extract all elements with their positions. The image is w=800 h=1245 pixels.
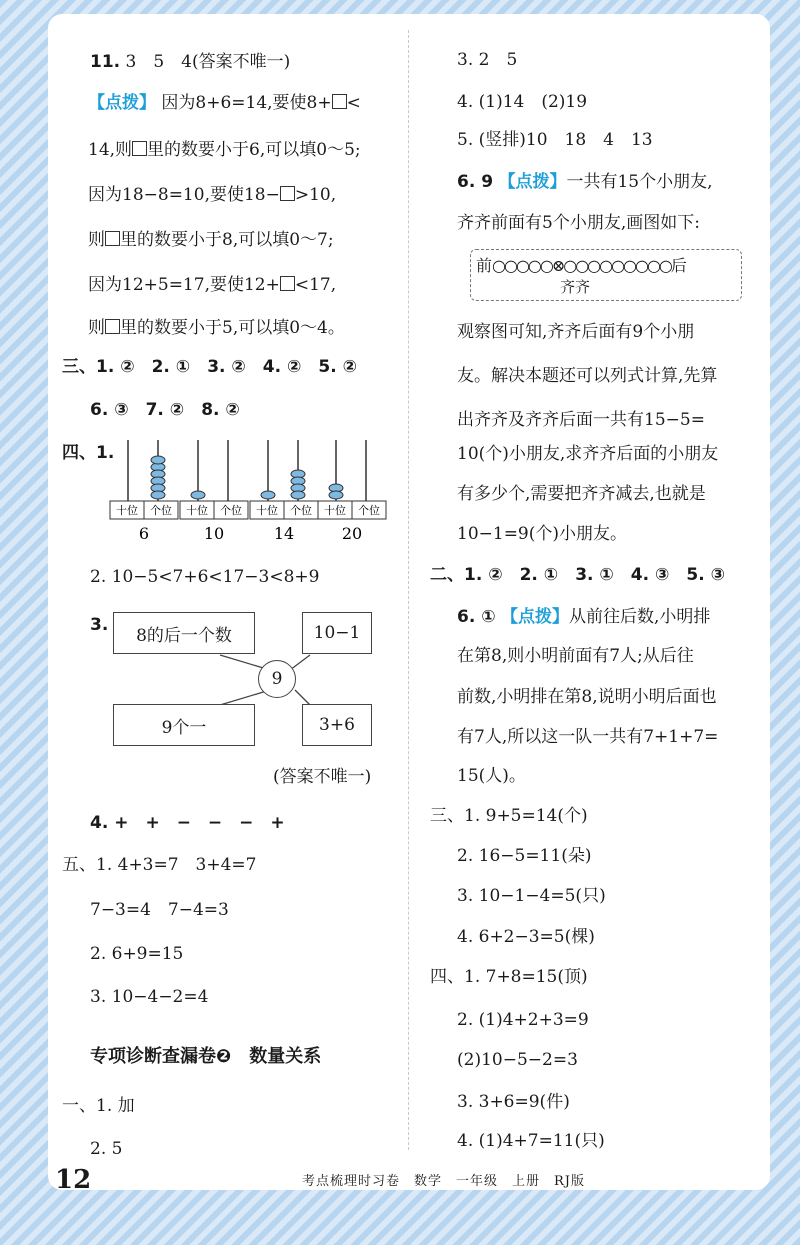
abacus-value: 20: [341, 524, 363, 543]
hint-line: 因为18−8=10,要使18− >10,: [88, 185, 337, 205]
section-5-answer-3: 3. 10−4−2=4: [90, 987, 209, 1007]
answer-r5: 5. (竖排)10 18 4 13: [457, 130, 653, 150]
footer-text: 考点梳理时习卷 数学 一年级 上册 RJ版: [302, 1174, 585, 1189]
hint-line: 在第8,则小明前面有7人;从后往: [457, 646, 694, 666]
section-3-answers: 6. ③ 7. ② 8. ②: [90, 400, 240, 420]
blank-box: [105, 231, 120, 246]
queue-front-label: 前: [476, 256, 493, 275]
diagram-box-bottom-right: 3+6: [302, 704, 372, 746]
abacus-value: 6: [138, 524, 150, 543]
abacus-14: [250, 440, 318, 519]
blank-box: [280, 276, 295, 291]
abacus-value: 14: [273, 524, 295, 543]
hint-line: 齐齐前面有5个小朋友,画图如下:: [457, 213, 700, 233]
svg-text:十位: 十位: [324, 504, 346, 517]
diagram-box-top-left: 8的后一个数: [113, 612, 255, 654]
answer-r2-6: 6. ① 【点拨】从前往后数,小明排: [457, 607, 711, 627]
hint-line: 友。解决本题还可以列式计算,先算: [457, 366, 718, 386]
section-4-answer-3: 3. 3+6=9(件): [457, 1092, 570, 1112]
answer-r4: 4. (1)14 (2)19: [457, 92, 588, 112]
hint-line: 10−1=9(个)小朋友。: [457, 524, 628, 544]
blank-box: [105, 319, 120, 334]
section-4-answer-4: 4. (1)4+7=11(只): [457, 1131, 605, 1151]
queue-back-label: 后: [670, 256, 687, 275]
answer-r3: 3. 2 5: [457, 50, 518, 70]
hint-line: 则 里的数要小于8,可以填0～7;: [88, 230, 334, 250]
blank-box: [280, 186, 295, 201]
svg-text:十位: 十位: [186, 504, 208, 517]
hint-line: 出齐齐及齐齐后面一共有15−5=: [457, 410, 705, 430]
section-5-answer-2: 2. 6+9=15: [90, 944, 184, 964]
diagram-box-bottom-left: 9个一: [113, 704, 255, 746]
blank-box: [332, 94, 347, 109]
abacus-value: 10: [203, 524, 225, 543]
section-3-answer-1: 三、1. 9+5=14(个): [430, 806, 588, 826]
section-4-answer-2b: (2)10−5−2=3: [457, 1050, 578, 1070]
hint-line: 15(人)。: [457, 766, 526, 786]
section-3-answer-3: 3. 10−1−4=5(只): [457, 886, 606, 906]
abacus-diagram: [108, 435, 388, 545]
answer-4-2: 2. 10−5<7+6<17−3<8+9: [90, 567, 320, 587]
section-4-label: 四、1.: [62, 443, 115, 463]
queue-row: [476, 256, 687, 276]
hint-line: 14,则 里的数要小于6,可以填0～5;: [88, 140, 361, 160]
hint-label: 【点拨】: [501, 607, 570, 627]
hint-label: 【点拨】: [88, 93, 156, 113]
hint-line: 则 里的数要小于5,可以填0～4。: [88, 318, 345, 338]
page-number: 12: [55, 1165, 92, 1195]
svg-text:十位: 十位: [116, 504, 138, 517]
answer-11: 11. 3 5 4(答案不唯一): [90, 52, 291, 72]
hint-line: 观察图可知,齐齐后面有9个小朋: [457, 322, 695, 342]
note-not-unique: (答案不唯一): [273, 767, 372, 787]
queue-circles: ○○○○○⊗○○○○○○○○○: [492, 256, 671, 275]
section-5-answer-1b: 7−3=4 7−4=3: [90, 900, 229, 920]
section-4-answer-2: 2. (1)4+2+3=9: [457, 1010, 589, 1030]
section-heading: 专项诊断查漏卷❷ 数量关系: [90, 1046, 322, 1067]
abacus-20: [318, 440, 386, 519]
blank-box: [132, 141, 147, 156]
hint-line: 【点拨】 因为8+6=14,要使8+ <: [88, 93, 361, 113]
answer-4-3-label: 3.: [90, 615, 109, 635]
svg-text:个位: 个位: [150, 504, 172, 517]
column-divider: [408, 30, 409, 1150]
svg-text:个位: 个位: [290, 504, 312, 517]
hint-line: 有多少个,需要把齐齐减去,也就是: [457, 484, 706, 504]
hint-line: 有7人,所以这一队一共有7+1+7=: [457, 727, 719, 747]
abacus-10: [180, 440, 248, 519]
hint-line: 10(个)小朋友,求齐齐后面的小朋友: [457, 444, 719, 464]
answer-1-2: 2. 5: [90, 1139, 123, 1159]
section-5-answer-1: 五、1. 4+3=7 3+4=7: [62, 855, 257, 875]
abacus-6: [110, 440, 178, 519]
section-3-answer-2: 2. 16−5=11(朵): [457, 846, 592, 866]
diagram-center-circle: 9: [258, 660, 296, 698]
svg-text:个位: 个位: [220, 504, 242, 517]
svg-text:个位: 个位: [358, 504, 380, 517]
section-3-answer-4: 4. 6+2−3=5(棵): [457, 927, 595, 947]
hint-label: 【点拨】: [498, 172, 567, 192]
question-number: 11.: [90, 52, 121, 72]
hint-line: 前数,小明排在第8,说明小明后面也: [457, 687, 717, 707]
queue-name-label: 齐齐: [560, 278, 591, 296]
section-2-answers: 二、1. ② 2. ① 3. ① 4. ③ 5. ③: [430, 565, 725, 585]
section-4-answer-1: 四、1. 7+8=15(顶): [430, 967, 588, 987]
svg-text:十位: 十位: [256, 504, 278, 517]
section-3-answers: 三、1. ② 2. ① 3. ② 4. ② 5. ②: [62, 357, 357, 377]
answer-1-1: 一、1. 加: [62, 1096, 135, 1116]
hint-line: 因为12+5=17,要使12+ <17,: [88, 275, 337, 295]
answer-r6: 6. 9 【点拨】一共有15个小朋友,: [457, 172, 713, 192]
answer-4-4: 4. + + − − − +: [90, 813, 285, 833]
diagram-box-top-right: 10−1: [302, 612, 372, 654]
